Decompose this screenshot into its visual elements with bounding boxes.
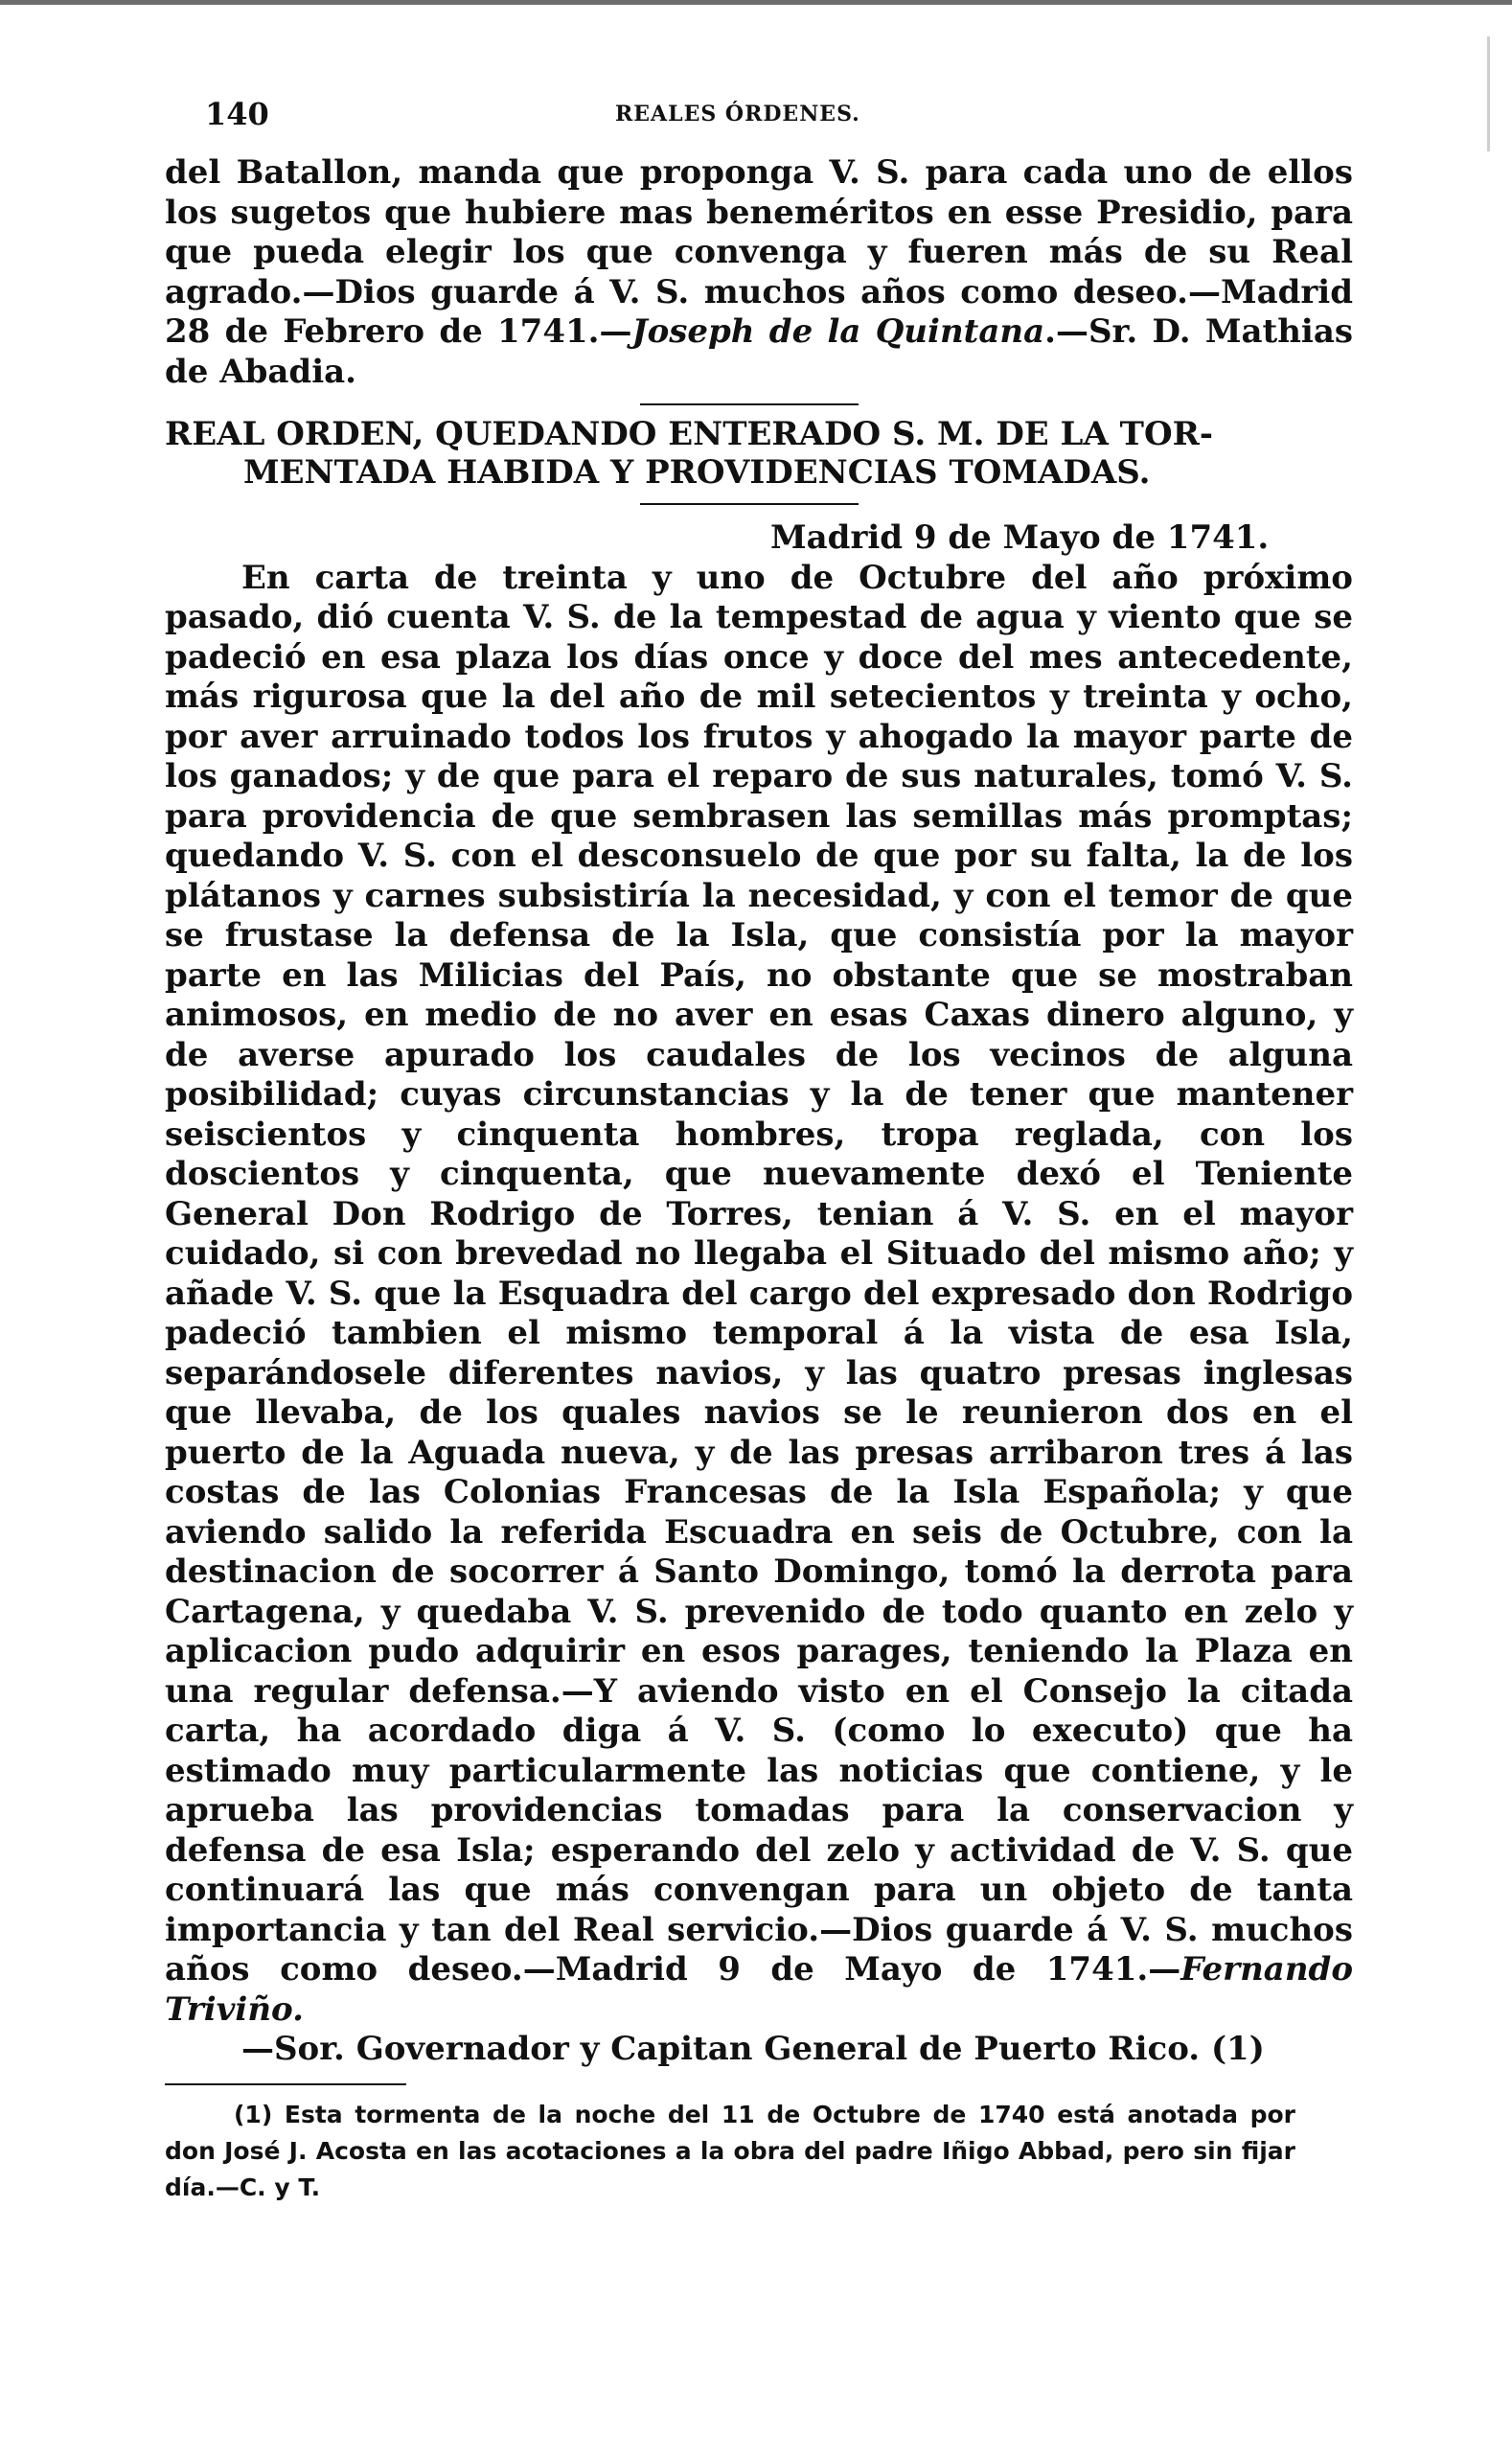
section-heading (165, 415, 1353, 492)
order-addressee: —Sor. Governador y Capitan General de Puerto Rico. (1) (241, 2030, 1265, 2068)
scan-top-border (0, 0, 1512, 5)
continuation-text: del Batallon, manda que proponga V. S. para cada uno de ellos los sugetos que hubiere mas beneméritos en esse Presidio, para que pueda elegir los que convenga y fueren más de su Real agrado.—Dios guarde á V. S. muchos años como deseo.—Madrid 28 de Febrero de 1741.— (165, 153, 1353, 351)
continuation-closing: .—Sr. D. Mathias de Abadia. (165, 312, 1354, 391)
page-number: 140 (205, 96, 269, 132)
dateline: Madrid 9 de Mayo de 1741. (770, 518, 1270, 557)
footnote-divider (165, 2083, 406, 2085)
order-body-text: En carta de treinta y uno de Octubre del año próximo pasado, dió cuenta V. S. de la tempestad de agua y viento que se padeció en esa plaza los días once y doce del mes antecedente, más rigurosa que la del año de mil setecientos y treinta y ocho, por aver arruinado todos los frutos y ahogado la mayor parte de los ganados; y de que para el reparo de sus naturales, tomó V. S. para providencia de que sembrasen las semillas más promptas; quedando V. S. con el desconsuelo de que por su falta, la de los plátanos y carnes subsistiría la necesidad, y con el temor de que se frustase la defensa de la Isla, que consistía por la mayor parte en las Milicias del País, no obstante que se mostraban animosos, en medio de no aver en esas Caxas dinero alguno, y de averse apurado los caudales de los vecinos de alguna posibilidad; cuyas circunstancias y la de tener que mantener seiscientos y cinquenta hombres, tropa reglada, con los doscientos y cinquenta, que nuevamente dexó el Teniente General Don Rodrigo de Torres, tenian á V. S. en el mayor cuidado, si con brevedad no llegaba el Situado del mismo año; y añade V. S. que la Esquadra del cargo del expresado don Rodrigo padeció tambien el mismo temporal á la vista de esa Isla, separándosele diferentes navios, y las quatro presas inglesas que llevaba, de los quales navios se le reunieron dos en el puerto de la Aguada nueva, y de las presas arribaron tres á las costas de las Colonias Francesas de la Isla Española; y que aviendo salido la referida Escuadra en seis de Octubre, con la destinacion de socorrer á Santo Domingo, tomó la derrota para Cartagena, y quedaba V. S. prevenido de todo quanto en zelo y aplicacion pudo adquirir en esos parages, teniendo la Plaza en una regular defensa.—Y aviendo visto en el Consejo la citada carta, ha acordado diga á V. S. (como lo executo) que ha estimado muy particularmente las noticias que contiene, y le aprueba las providencias tomadas para la conservacion y defensa de esa Isla; esperando del zelo y actividad de V. S. que continuará las que más convengan para un objeto de tanta importancia y tan del Real servicio.—Dios guarde á V. S. muchos años como deseo.—Madrid 9 de Mayo de 1741.— (165, 558, 1353, 1989)
scan-edge-mark (1487, 36, 1490, 151)
order-signature: Fernando Triviño. (165, 1950, 1353, 2029)
footnote: (1) Esta tormenta de la noche del 11 de Octubre de 1740 está anotada por don José J. Acosta en las acotaciones a la obra del padre Iñigo Abbad, pero sin fijar día.—C. y T. (165, 2100, 1295, 2201)
continuation-signature: Joseph de la Quintana (631, 312, 1045, 351)
section-heading-line-2: MENTADA HABIDA Y PROVIDENCIAS TOMADAS. (243, 453, 1151, 492)
section-divider-bottom (640, 503, 859, 505)
continuation-paragraph (165, 153, 1353, 392)
running-header (165, 96, 1353, 153)
section-divider-top (640, 403, 859, 405)
running-title: REALES ÓRDENES. (615, 102, 860, 126)
order-body-paragraph (165, 559, 1353, 2031)
book-page (165, 96, 1353, 2206)
section-heading-line-1: REAL ORDEN, QUEDANDO ENTERADO S. M. DE LA TOR- (165, 415, 1213, 453)
